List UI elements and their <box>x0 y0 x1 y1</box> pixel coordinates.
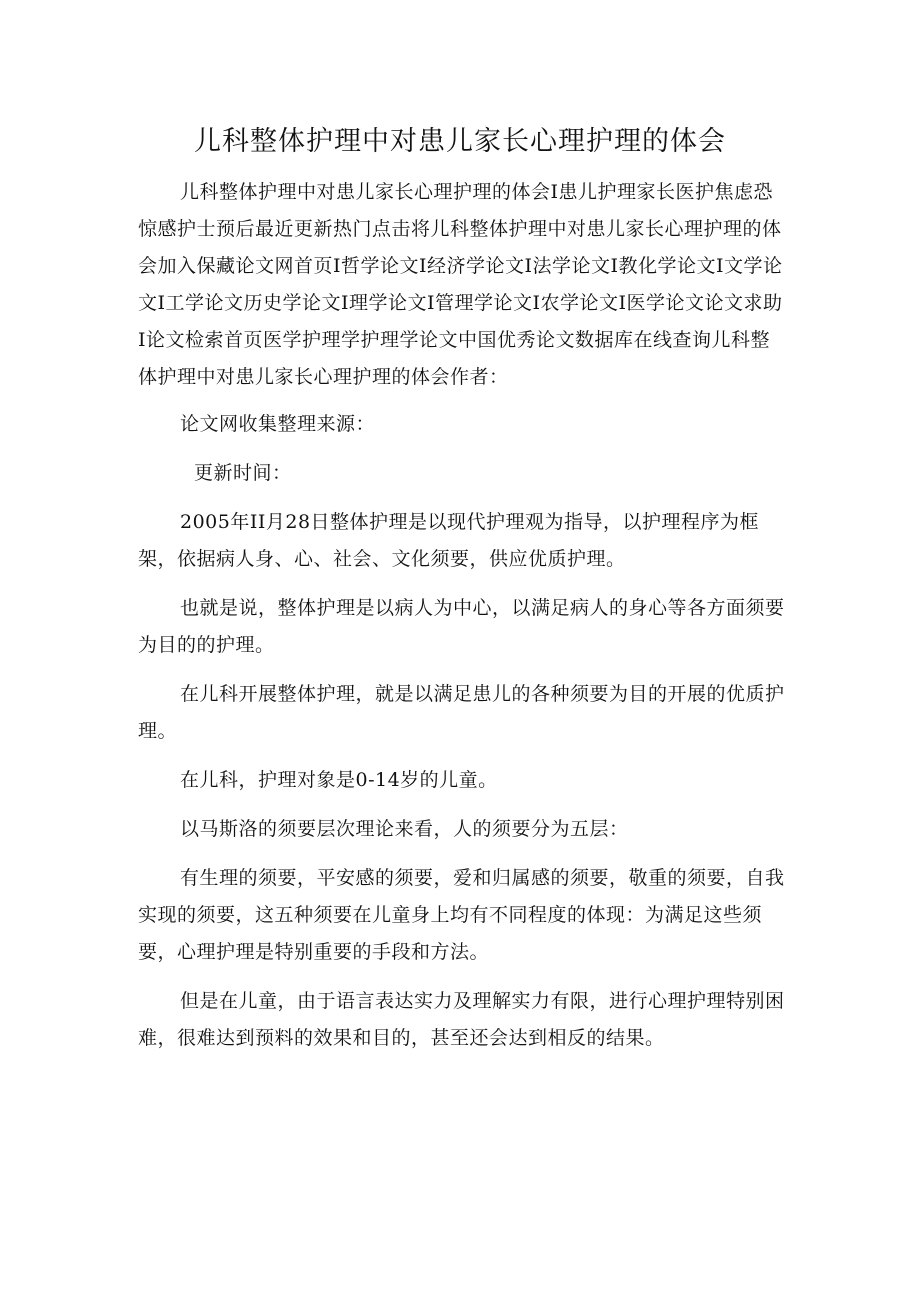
paragraph-difficulty: 但是在儿童，由于语言表达实力及理解实力有限，进行心理护理特别困难，很难达到预料的效果和目的，甚至还会达到相反的结果。 <box>138 990 785 1049</box>
paragraph-patient-centered: 也就是说，整体护理是以病人为中心，以满足病人的身心等各方面须要为目的的护理。 <box>138 597 785 656</box>
paragraph-update-time: 更新时间： <box>194 462 292 484</box>
paragraph-maslow-theory: 以马斯洛的须要层次理论来看，人的须要分为五层： <box>180 818 629 840</box>
paragraph-pediatrics-nursing: 在儿科开展整体护理，就是以满足患儿的各种须要为目的开展的优质护理。 <box>138 683 785 742</box>
paragraph-source: 论文网收集整理来源： <box>180 413 376 435</box>
document-title: 儿科整体护理中对患儿家长心理护理的体会 <box>194 126 726 158</box>
paragraph-intro: 儿科整体护理中对患儿家长心理护理的体会I患儿护理家长医护焦虑恐惊感护士预后最近更新热门点击将儿科整体护理中对患儿家长心理护理的体会加入保藏论文网首页I哲学论文I经济学论文I法学论文I教化学论文I文学论文I工学论文历史学论文I理学论文I管理学论文I农学论文I医学论文论文求助I论文检索首页医学护理学护理学论文中国优秀论文数据库在线查询儿科整体护理中对患儿家长心理护理的体会作者： <box>138 181 783 388</box>
document-body <box>138 174 788 1069</box>
paragraph-nursing-target: 在儿科，护理对象是0-14岁的儿童。 <box>180 769 498 791</box>
paragraph-holistic-nursing-definition: 2005年II月28日整体护理是以现代护理观为指导，以护理程序为框架，依据病人身、心、社会、文化须要，供应优质护理。 <box>138 511 760 570</box>
paragraph-five-needs: 有生理的须要，平安感的须要，爱和归属感的须要，敬重的须要，自我实现的须要，这五种须要在儿童身上均有不同程度的体现：为满足这些须要，心理护理是特别重要的手段和方法。 <box>138 867 785 963</box>
